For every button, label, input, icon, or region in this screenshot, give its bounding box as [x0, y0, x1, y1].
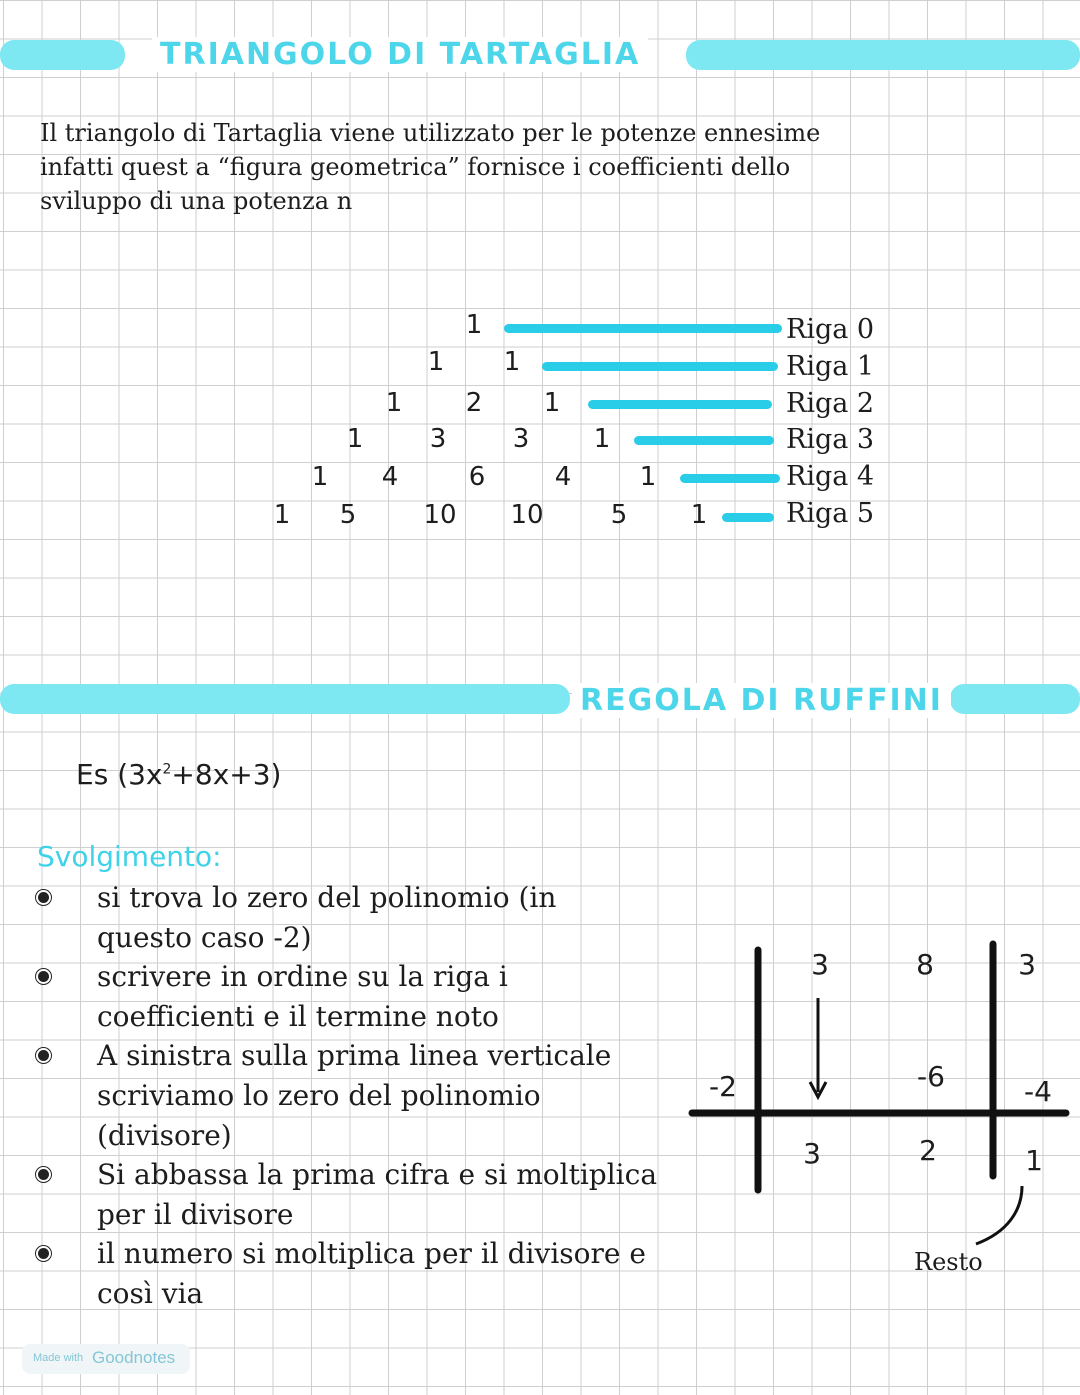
divisor: -2 — [709, 1070, 737, 1103]
coefficient: 8 — [916, 948, 934, 981]
coefficient: 1 — [273, 500, 291, 530]
coefficient: 1 — [346, 424, 364, 454]
coefficient: 5 — [610, 500, 628, 530]
known-term: 3 — [1018, 948, 1036, 981]
coefficient: 1 — [427, 347, 445, 377]
step-text: si trova lo zero del polinomio (in questo caso -2) — [97, 881, 557, 954]
row-label: Riga 3 — [786, 424, 875, 455]
expression-end: +8x+3) — [171, 758, 282, 791]
coefficient: 1 — [503, 347, 521, 377]
coefficient: 1 — [593, 424, 611, 454]
result: 3 — [803, 1137, 821, 1170]
step-text: scrivere in ordine su la riga i coefficienti e il termine noto — [97, 960, 508, 1033]
row-label: Riga 2 — [786, 388, 875, 419]
goodnotes-logo-text: Goodnotes — [92, 1348, 176, 1367]
resto-pointer — [976, 1186, 1022, 1244]
step-text: A sinistra sulla prima linea verticale scriviamo lo zero del polinomio (divisore) — [97, 1039, 612, 1152]
coefficient: 1 — [465, 310, 483, 340]
product: -6 — [917, 1060, 945, 1093]
coefficient: 1 — [543, 388, 561, 418]
expression-exponent: 2 — [162, 761, 172, 778]
made-with-text: Made with — [33, 1352, 84, 1364]
coefficient: 10 — [423, 500, 457, 530]
resto-label: Resto — [914, 1248, 983, 1276]
step-text: il numero si moltiplica per il divisore e così via — [97, 1237, 646, 1310]
result: 2 — [919, 1134, 937, 1167]
coefficient: 3 — [512, 424, 530, 454]
product: -4 — [1024, 1075, 1052, 1108]
example-prefix: Es — [76, 758, 109, 791]
coefficient: 1 — [639, 462, 657, 492]
coefficient: 4 — [554, 462, 572, 492]
remainder: 1 — [1025, 1144, 1043, 1177]
coefficient: 6 — [468, 462, 486, 492]
coefficient: 1 — [311, 462, 329, 492]
svolgimento-heading: Svolgimento: — [37, 840, 222, 873]
row-label: Riga 4 — [786, 461, 875, 492]
expression-start: (3x — [117, 758, 163, 791]
goodnotes-badge — [22, 1344, 190, 1374]
coefficient: 1 — [690, 500, 708, 530]
coefficient: 4 — [381, 462, 399, 492]
coefficient: 1 — [385, 388, 403, 418]
coefficient: 3 — [811, 948, 829, 981]
intro-line: infatti quest a “figura geometrica” fornisce i coefficienti dello — [40, 153, 791, 181]
row-label: Riga 0 — [786, 314, 875, 345]
ruffini-title: REGOLA DI RUFFINI — [572, 683, 951, 718]
coefficient: 5 — [339, 500, 357, 530]
tartaglia-title: TRIANGOLO DI TARTAGLIA — [152, 37, 648, 72]
row-label: Riga 5 — [786, 498, 875, 529]
intro-line: Il triangolo di Tartaglia viene utilizzato per le potenze ennesime — [40, 119, 821, 147]
intro-line: sviluppo di una potenza n — [40, 187, 353, 215]
coefficient: 3 — [429, 424, 447, 454]
coefficient: 2 — [465, 388, 483, 418]
coefficient: 10 — [510, 500, 544, 530]
step-text: Si abbassa la prima cifra e si moltiplica per il divisore — [97, 1158, 658, 1231]
row-label: Riga 1 — [786, 351, 875, 382]
